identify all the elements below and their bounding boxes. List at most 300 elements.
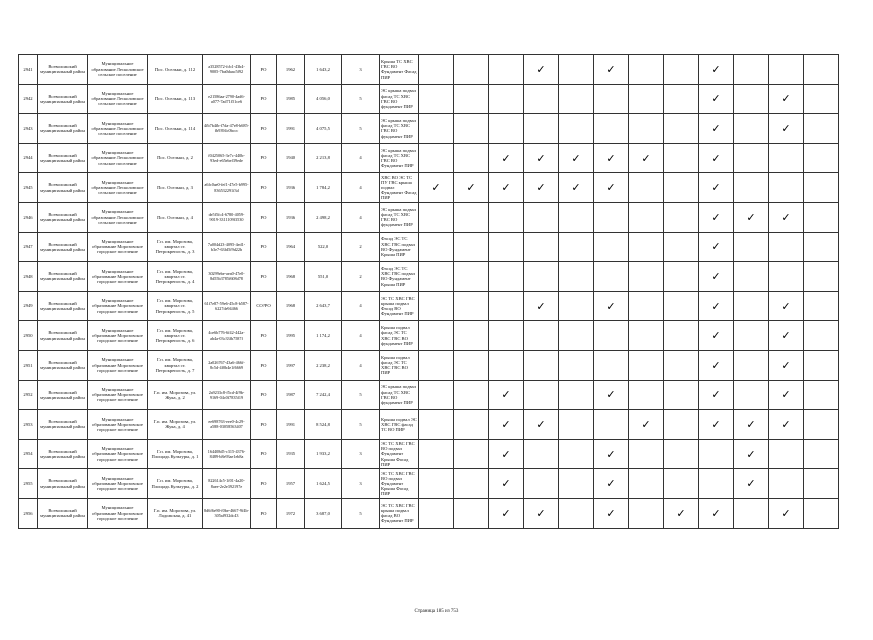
row-number: 2943 [19,114,38,144]
fund-type-cell: РО [251,321,277,351]
table-row [19,498,839,528]
checkmark-icon: ✓ [711,388,721,402]
work-check-cell [629,262,664,292]
work-check-cell [524,350,559,380]
work-check-cell [559,84,594,114]
build-year-cell: 1935 [277,439,305,469]
address-cell: Г.п. им. Морозова, ул. Жука, д. 2 [148,380,203,410]
checkmark-icon: ✓ [536,181,546,195]
area-cell: 8 524,8 [305,410,342,440]
work-check-cell [734,143,769,173]
table-row [19,232,839,262]
settlement-cell: Муниципальное образование Морозовское городское поселение [88,439,148,469]
fund-type-cell: РО [251,439,277,469]
work-check-cell [769,173,804,203]
work-check-cell [734,410,769,440]
work-check-cell [804,84,839,114]
build-year-cell: 1936 [277,202,305,232]
checkmark-icon: ✓ [501,151,511,165]
checkmark-icon: ✓ [711,210,721,224]
fias-code-cell: e21586aa-2790-4ad6-a077-7ad71f51ce6 [203,84,251,114]
checkmark-icon: ✓ [746,210,756,224]
checkmark-icon: ✓ [781,388,791,402]
work-check-cell [454,350,489,380]
work-check-cell [454,321,489,351]
work-check-cell [489,291,524,321]
work-check-cell [524,202,559,232]
address-cell: Г.п. им. Морозова, ул. Ладожская, д. 41 [148,498,203,528]
work-check-cell [699,410,734,440]
work-check-cell [454,469,489,499]
fias-code-cell: f0425065-3e7c-440b-93ed-e65ebef39ede [203,143,251,173]
work-check-cell [524,262,559,292]
checkmark-icon: ✓ [501,181,511,195]
work-check-cell [699,84,734,114]
settlement-cell: Муниципальное образование Морозовское городское поселение [88,232,148,262]
work-check-cell [804,439,839,469]
work-check-cell [699,143,734,173]
settlement-cell: Муниципальное образование Лесколовское сельское поселение [88,55,148,85]
work-check-cell [419,291,454,321]
work-check-cell [454,498,489,528]
work-check-cell [734,262,769,292]
work-check-cell [594,173,629,203]
works-list-cell: Фасад ЭС ТС ХВС ГВС подвал ВО Фундамент Крыша ПИР [380,262,419,292]
work-check-cell [664,202,699,232]
build-year-cell: 1968 [277,262,305,292]
work-check-cell [664,350,699,380]
work-check-cell [454,410,489,440]
work-check-cell [664,55,699,85]
table-row [19,55,839,85]
checkmark-icon: ✓ [606,477,616,491]
work-check-cell [769,498,804,528]
work-check-cell [734,350,769,380]
checkmark-icon: ✓ [501,506,511,520]
checkmark-icon: ✓ [711,151,721,165]
work-check-cell [734,321,769,351]
work-check-cell [559,321,594,351]
fias-code-cell: 7a004d23-4095-4ed1-b3e7-63fd5f9d22b [203,232,251,262]
area-cell: 551,0 [305,262,342,292]
work-check-cell [699,291,734,321]
checkmark-icon: ✓ [606,62,616,76]
address-cell: Пос. Осельки, д. 3 [148,173,203,203]
work-check-cell [559,439,594,469]
checkmark-icon: ✓ [711,121,721,135]
work-check-cell [594,439,629,469]
build-year-cell: 1940 [277,143,305,173]
work-check-cell [769,291,804,321]
work-check-cell [629,410,664,440]
row-number: 2944 [19,143,38,173]
work-check-cell [699,262,734,292]
fias-code-cell: a6fc0ae0-fef1-47e5-b995-836532291f3d [203,173,251,203]
work-check-cell [594,202,629,232]
work-check-cell [559,202,594,232]
work-check-cell [734,380,769,410]
work-check-cell [419,321,454,351]
fund-type-cell: РО [251,202,277,232]
build-year-cell: 1987 [277,380,305,410]
area-cell: 1 933,2 [305,439,342,469]
fias-code-cell: ee698763-eee0-4c29-a588-03058563407 [203,410,251,440]
table-row [19,202,839,232]
work-check-cell [489,350,524,380]
work-check-cell [664,321,699,351]
work-check-cell [454,380,489,410]
work-check-cell [524,143,559,173]
work-check-cell [419,232,454,262]
work-check-cell [524,84,559,114]
checkmark-icon: ✓ [711,506,721,520]
work-check-cell [804,321,839,351]
work-check-cell [594,380,629,410]
work-check-cell [699,173,734,203]
row-number: 2942 [19,84,38,114]
settlement-cell: Муниципальное образование Лесколовское сельское поселение [88,173,148,203]
work-check-cell [559,291,594,321]
area-cell: 2 643,7 [305,291,342,321]
fund-type-cell: РО [251,173,277,203]
checkmark-icon: ✓ [781,358,791,372]
work-check-cell [734,439,769,469]
checkmark-icon: ✓ [536,299,546,313]
checkmark-icon: ✓ [501,388,511,402]
district-cell: Всеволожский муниципальный район [38,114,88,144]
work-check-cell [594,232,629,262]
works-list-cell: ЭС крыша подвал фасад ТС ХВС ГВС ВО Фундамент ПИР [380,143,419,173]
work-check-cell [419,55,454,85]
build-year-cell: 1995 [277,321,305,351]
fias-code-cell: 61f7e87-59e6-45c8-b587-6227de94466 [203,291,251,321]
checkmark-icon: ✓ [536,151,546,165]
settlement-cell: Муниципальное образование Морозовское городское поселение [88,380,148,410]
fund-type-cell: РО [251,55,277,85]
checkmark-icon: ✓ [571,151,581,165]
checkmark-icon: ✓ [676,506,686,520]
settlement-cell: Муниципальное образование Лесколовское сельское поселение [88,202,148,232]
fund-type-cell: РО [251,410,277,440]
work-check-cell [769,143,804,173]
work-check-cell [664,469,699,499]
work-check-cell [559,232,594,262]
work-check-cell [804,498,839,528]
checkmark-icon: ✓ [781,417,791,431]
checkmark-icon: ✓ [571,181,581,195]
area-cell: 522,0 [305,232,342,262]
address-cell: Г.п. им. Морозова, квартал ст. Петрокрепость, д. 4 [148,262,203,292]
work-check-cell [524,380,559,410]
work-check-cell [524,321,559,351]
work-check-cell [559,55,594,85]
work-check-cell [559,350,594,380]
district-cell: Всеволожский муниципальный район [38,439,88,469]
work-check-cell [524,114,559,144]
work-check-cell [489,114,524,144]
floors-cell: 5 [342,114,380,144]
work-check-cell [559,410,594,440]
work-check-cell [454,173,489,203]
work-check-cell [489,321,524,351]
fund-type-cell: РО [251,143,277,173]
work-check-cell [769,114,804,144]
settlement-cell: Муниципальное образование Морозовское городское поселение [88,262,148,292]
work-check-cell [629,350,664,380]
work-check-cell [524,55,559,85]
checkmark-icon: ✓ [606,506,616,520]
work-check-cell [664,232,699,262]
work-check-cell [664,410,699,440]
settlement-cell: Муниципальное образование Морозовское городское поселение [88,321,148,351]
works-list-cell: ЭС крыша подвал фасад ТС ХВС ГВС ВО фундамент ПИР [380,202,419,232]
work-check-cell [664,262,699,292]
work-check-cell [629,439,664,469]
work-check-cell [629,380,664,410]
address-cell: Г.п. им. Морозова, квартал ст. Петрокрепость, д. 6 [148,321,203,351]
work-check-cell [419,380,454,410]
work-check-cell [524,173,559,203]
floors-cell: 3 [342,439,380,469]
work-check-cell [594,291,629,321]
checkmark-icon: ✓ [641,151,651,165]
checkmark-icon: ✓ [606,447,616,461]
work-check-cell [734,469,769,499]
work-check-cell [419,262,454,292]
work-check-cell [454,232,489,262]
floors-cell: 5 [342,84,380,114]
checkmark-icon: ✓ [781,92,791,106]
checkmark-icon: ✓ [711,417,721,431]
row-number: 2949 [19,291,38,321]
floors-cell: 4 [342,291,380,321]
district-cell: Всеволожский муниципальный район [38,84,88,114]
district-cell: Всеволожский муниципальный район [38,262,88,292]
checkmark-icon: ✓ [431,181,441,195]
fund-type-cell: РО [251,498,277,528]
work-check-cell [769,262,804,292]
address-cell: Г.п. им. Морозова, квартал ст. Петрокрепость, д. 5 [148,291,203,321]
area-cell: 1 643,2 [305,55,342,85]
checkmark-icon: ✓ [711,358,721,372]
address-cell: Пос. Осельки, д. 4 [148,202,203,232]
work-check-cell [594,350,629,380]
district-cell: Всеволожский муниципальный район [38,350,88,380]
fund-type-cell: РО [251,114,277,144]
work-check-cell [699,498,734,528]
build-year-cell: 1957 [277,469,305,499]
work-check-cell [489,202,524,232]
works-list-cell: Крыша подвал фасад ЭС ТС ХВС ГВС ВО ПИР [380,350,419,380]
settlement-cell: Муниципальное образование Морозовское городское поселение [88,469,148,499]
work-check-cell [734,202,769,232]
table-row [19,321,839,351]
work-check-cell [594,410,629,440]
work-check-cell [489,262,524,292]
works-list-cell: Крыша подвал ЭС ХВС ГВС фасад ТС ВО ПИР [380,410,419,440]
work-check-cell [419,84,454,114]
district-cell: Всеволожский муниципальный район [38,321,88,351]
work-check-cell [524,469,559,499]
work-check-cell [629,469,664,499]
work-check-cell [769,232,804,262]
checkmark-icon: ✓ [781,121,791,135]
checkmark-icon: ✓ [711,92,721,106]
checkmark-icon: ✓ [781,299,791,313]
works-list-cell: ЭС ТС ХВС ГВС ВО подвал Фундамент Крыша Фасад ПИР [380,469,419,499]
district-cell: Всеволожский муниципальный район [38,202,88,232]
district-cell: Всеволожский муниципальный район [38,55,88,85]
floors-cell: 3 [342,55,380,85]
checkmark-icon: ✓ [606,388,616,402]
work-check-cell [419,114,454,144]
checkmark-icon: ✓ [641,417,651,431]
work-check-cell [524,439,559,469]
work-check-cell [559,114,594,144]
work-check-cell [559,469,594,499]
settlement-cell: Муниципальное образование Лесколовское сельское поселение [88,84,148,114]
fund-type-cell: РО [251,262,277,292]
build-year-cell: 1972 [277,498,305,528]
row-number: 2954 [19,439,38,469]
area-cell: 2 213,8 [305,143,342,173]
district-cell: Всеволожский муниципальный район [38,380,88,410]
floors-cell: 5 [342,410,380,440]
district-cell: Всеволожский муниципальный район [38,469,88,499]
work-check-cell [769,321,804,351]
work-check-cell [419,498,454,528]
work-check-cell [524,498,559,528]
work-check-cell [454,114,489,144]
row-number: 2945 [19,173,38,203]
fias-code-cell: de5f5fc4-6780-4059-9019-3311109f3530 [203,202,251,232]
settlement-cell: Муниципальное образование Морозовское городское поселение [88,350,148,380]
floors-cell: 4 [342,143,380,173]
fund-type-cell: РО [251,84,277,114]
checkmark-icon: ✓ [781,506,791,520]
work-check-cell [489,84,524,114]
row-number: 2955 [19,469,38,499]
work-check-cell [524,291,559,321]
work-check-cell [769,380,804,410]
build-year-cell: 1991 [277,114,305,144]
work-check-cell [804,143,839,173]
work-check-cell [489,380,524,410]
area-cell: 1 174,2 [305,321,342,351]
checkmark-icon: ✓ [746,447,756,461]
settlement-cell: Муниципальное образование Морозовское городское поселение [88,291,148,321]
checkmark-icon: ✓ [746,417,756,431]
checkmark-icon: ✓ [781,210,791,224]
work-check-cell [804,410,839,440]
work-check-cell [629,143,664,173]
row-number: 2947 [19,232,38,262]
work-check-cell [524,410,559,440]
work-check-cell [489,439,524,469]
work-check-cell [734,291,769,321]
checkmark-icon: ✓ [781,329,791,343]
work-check-cell [629,291,664,321]
work-check-cell [734,498,769,528]
fund-type-cell: РО [251,232,277,262]
work-check-cell [804,291,839,321]
fund-type-cell: СО?РО [251,291,277,321]
works-list-cell: Крыша ТС ХВС ГВС ВО Фундамент Фасад ПИР [380,55,419,85]
work-check-cell [664,114,699,144]
work-check-cell [419,143,454,173]
checkmark-icon: ✓ [501,477,511,491]
work-check-cell [699,469,734,499]
work-check-cell [559,173,594,203]
works-list-cell: ЭС ТС ХВС ГВС крыша подвал фасад ВО Фундамент ПИР [380,498,419,528]
work-check-cell [699,321,734,351]
work-check-cell [664,291,699,321]
work-check-cell [594,55,629,85]
fias-code-cell: 4ce6b776-6f42-442a-ab4a-03c33fb7587f [203,321,251,351]
build-year-cell: 1964 [277,232,305,262]
row-number: 2952 [19,380,38,410]
district-cell: Всеволожский муниципальный район [38,410,88,440]
register-table [18,54,839,529]
work-check-cell [489,173,524,203]
works-list-cell: ЭС крыша подвал фасад ТС ХВС ГВС ВО фундамент ПИР [380,380,419,410]
works-list-cell: Крыша подвал фасад ЭС ТС ХВС ГВС ВО фундамент ПИР [380,321,419,351]
work-check-cell [734,173,769,203]
work-check-cell [559,262,594,292]
work-check-cell [629,202,664,232]
work-check-cell [454,84,489,114]
floors-cell: 2 [342,232,380,262]
work-check-cell [454,55,489,85]
floors-cell: 5 [342,498,380,528]
fias-code-cell: a3528572-fcb1-43b4-9005-7ba0daac5f92 [203,55,251,85]
work-check-cell [804,202,839,232]
checkmark-icon: ✓ [466,181,476,195]
checkmark-icon: ✓ [711,329,721,343]
settlement-cell: Муниципальное образование Морозовское городское поселение [88,498,148,528]
fias-code-cell: 4fb7b4fb-f7da-47e8-b685-fb9394c0bccc [203,114,251,144]
address-cell: Г.п. им. Морозова, Площадь Культуры, д. 2 [148,469,203,499]
district-cell: Всеволожский муниципальный район [38,498,88,528]
work-check-cell [419,469,454,499]
work-check-cell [629,321,664,351]
fias-code-cell: 8d6f6e90-f0be-4667-9f4b-305af932dc43 [203,498,251,528]
work-check-cell [804,55,839,85]
work-check-cell [419,173,454,203]
work-check-cell [419,350,454,380]
table-row [19,84,839,114]
works-list-cell: ЭС ТС ХВС ГВС ВО подвал Фундамент Крыша Фасад ПИР [380,439,419,469]
works-list-cell: ХВС ВО ЭС ТС ПУ ГВС крыша подвал Фундамент Фасад ПИР [380,173,419,203]
work-check-cell [804,469,839,499]
work-check-cell [489,143,524,173]
build-year-cell: 1962 [277,55,305,85]
floors-cell: 4 [342,350,380,380]
build-year-cell: 1991 [277,410,305,440]
work-check-cell [454,262,489,292]
area-cell: 1 624,5 [305,469,342,499]
checkmark-icon: ✓ [606,181,616,195]
work-check-cell [594,321,629,351]
address-cell: Пос. Осельки, д. 113 [148,84,203,114]
work-check-cell [804,173,839,203]
address-cell: Г.п. им. Морозова, ул. Жука, д. 4 [148,410,203,440]
work-check-cell [454,291,489,321]
work-check-cell [769,439,804,469]
checkmark-icon: ✓ [606,151,616,165]
work-check-cell [489,410,524,440]
work-check-cell [489,469,524,499]
